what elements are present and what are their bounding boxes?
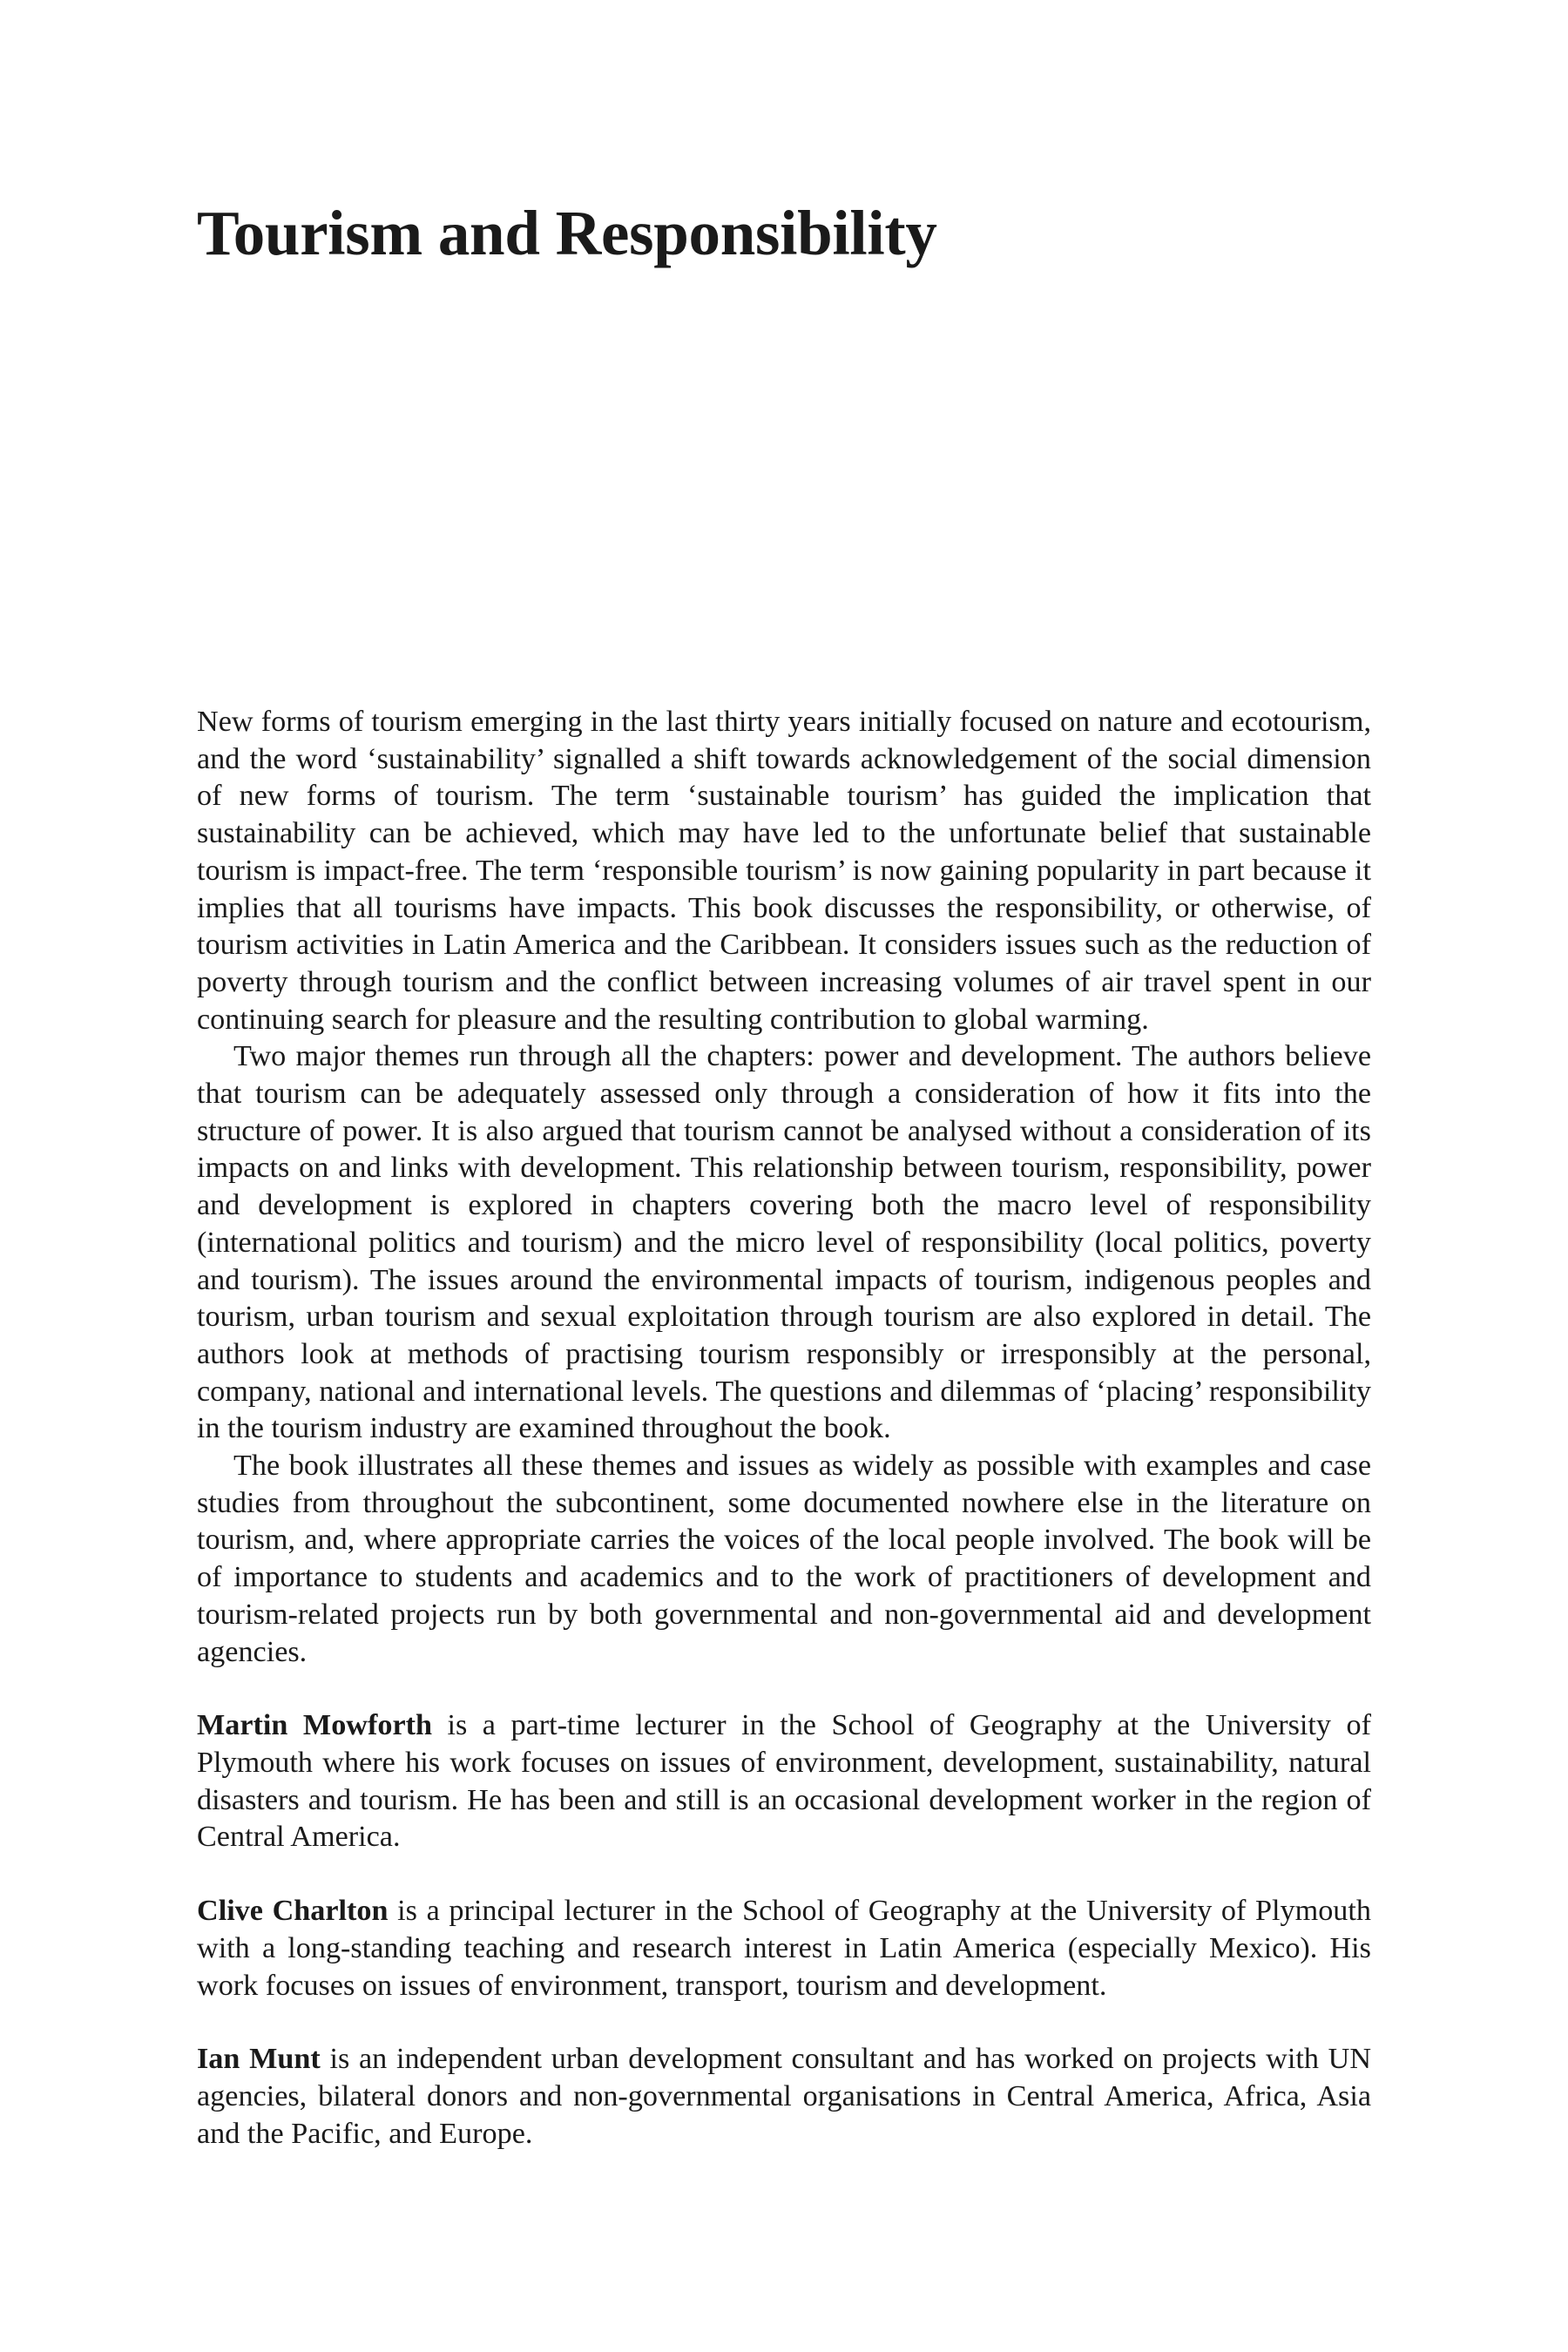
author-bio-munt (197, 2041, 1371, 2153)
author-name: Clive Charlton (197, 1895, 389, 1928)
author-name: Martin Mowforth (197, 1709, 433, 1742)
description-paragraph-3: The book illustrates all these themes and issues as widely as possible with examples and case studies from throughout the subcontinent, some documented nowhere else in the literature on tourism, and, where appropriate carries the voices of the local people involved. The book will be of importance to students and academics and to the work of practitioners of development and tourism-related projects run by both governmental and non-governmental aid and development agencies. (197, 1450, 1371, 1668)
author-bio-text: is a part-time lecturer in the School of Geography at the University of Plymouth where his work focuses on issues of environment, development, sustainability, natural disasters and tourism. He has been and still is an occasional development worker in the region of Central America. (197, 1709, 1371, 1854)
description-paragraph-2: Two major themes run through all the chapters: power and development. The authors believe that tourism can be adequately assessed only through a consideration of how it fits into the structure of power. It is also argued that tourism cannot be analysed without a consideration of its impacts on and links with development. This relationship between tourism, responsibility, power and development is explored in chapters covering both the macro level of responsibility (international politics and tourism) and the micro level of responsibility (local politics, poverty and tourism). The issues around the environmental impacts of tourism, indigenous peoples and tourism, urban tourism and sexual exploitation through tourism are also explored in detail. The authors look at methods of practising tourism responsibly or irresponsibly at the personal, company, national and international levels. The questions and dilemmas of ‘placing’ responsibility in the tourism industry are examined throughout the book. (197, 1040, 1371, 1445)
author-bio-text: is an independent urban development consultant and has worked on projects with UN agencies, bilateral donors and non-governmental organisations in Central America, Africa, Asia and the Pacific, and Europe. (197, 2043, 1372, 2150)
author-name: Ian Munt (197, 2043, 321, 2076)
page-title: Tourism and Responsibility (197, 198, 937, 268)
author-bio-mowforth (197, 1707, 1371, 1856)
author-bio-charlton (197, 1893, 1371, 2004)
description-paragraph-1: New forms of tourism emerging in the last thirty years initially focused on nature and ecotourism, and the word ‘sustainability’ signalled a shift towards acknowledgement of the social dimension of new forms of tourism. The term ‘sustainable tourism’ has guided the implication that sustainability can be achieved, which may have led to the unfortunate belief that sustainable tourism is impact-free. The term ‘responsible tourism’ is now gaining popularity in part because it implies that all tourisms have impacts. This book discusses the responsibility, or otherwise, of tourism activities in Latin America and the Caribbean. It considers issues such as the reduction of poverty through tourism and the conflict between increasing volumes of air travel spent in our continuing search for pleasure and the resulting contribution to global warming. (197, 706, 1371, 1036)
book-description (197, 704, 1371, 2153)
author-bio-text: is a principal lecturer in the School of Geography at the University of Plymouth with a long-standing teaching and research interest in Latin America (especially Mexico). His work focuses on issues of environment, transport, tourism and development. (197, 1895, 1371, 2002)
